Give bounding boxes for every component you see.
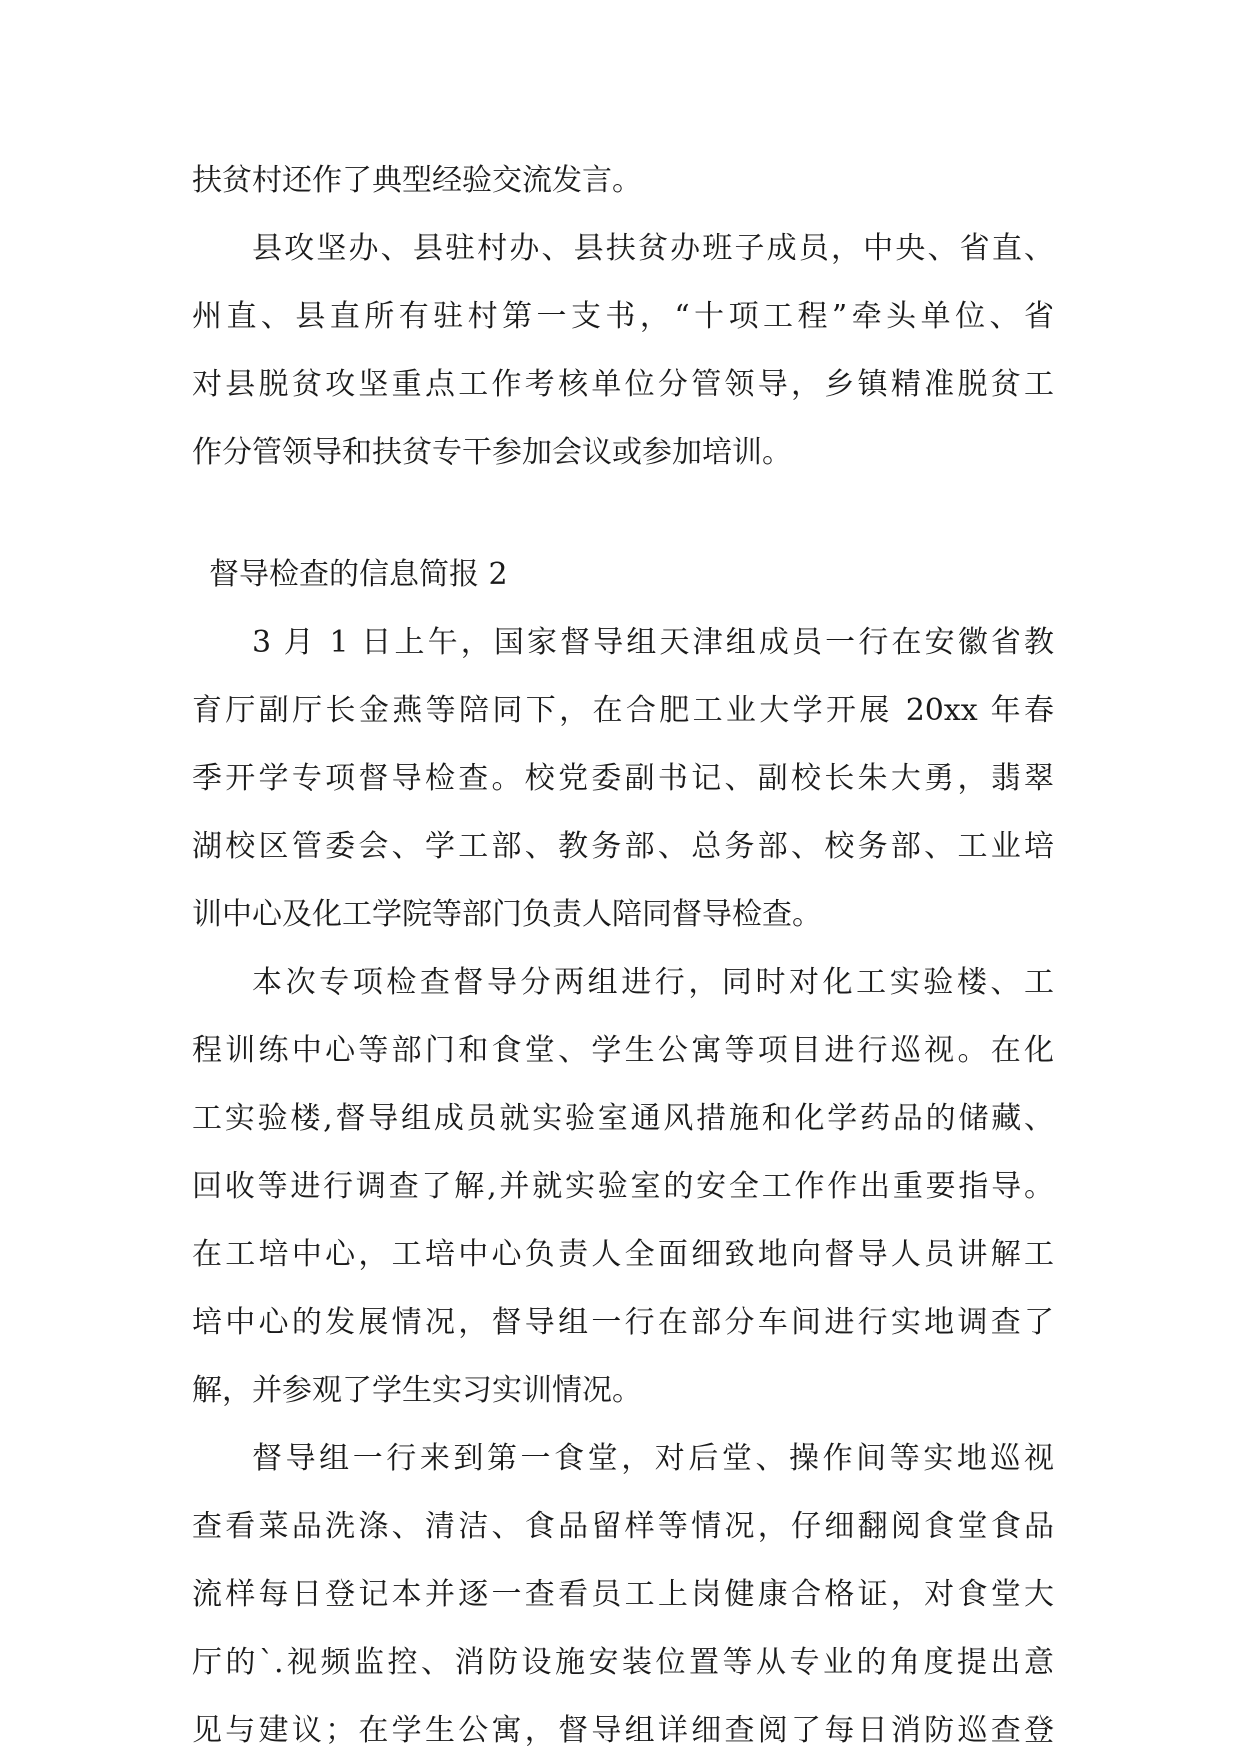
paragraph-line: 训中心及化工学院等部门负责人陪同督导检查。: [192, 897, 822, 932]
paragraph-line: 育厅副厅长金燕等陪同下，在合肥工业大学开展 20xx 年春: [192, 693, 1054, 728]
paragraph-line: 查看菜品洗涤、清洁、食品留样等情况，仔细翻阅食堂食品: [192, 1509, 1054, 1544]
section-heading: 督导检查的信息简报 2: [209, 557, 508, 592]
paragraph-line: 流样每日登记本并逐一查看员工上岗健康合格证，对食堂大: [192, 1577, 1054, 1612]
paragraph-line: 湖校区管委会、学工部、教务部、总务部、校务部、工业培: [192, 829, 1054, 864]
paragraph-line: 州直、县直所有驻村第一支书，“十项工程”牵头单位、省: [192, 299, 1054, 334]
paragraph-line: 回收等进行调查了解,并就实验室的安全工作作出重要指导。: [192, 1169, 1054, 1204]
paragraph-line: 季开学专项督导检查。校党委副书记、副校长朱大勇，翡翠: [192, 761, 1054, 796]
paragraph-line: 督导组一行来到第一食堂，对后堂、操作间等实地巡视: [252, 1441, 1054, 1476]
paragraph-line: 程训练中心等部门和食堂、学生公寓等项目进行巡视。在化: [192, 1033, 1054, 1068]
paragraph-line: 对县脱贫攻坚重点工作考核单位分管领导，乡镇精准脱贫工: [192, 367, 1054, 402]
paragraph-line: 在工培中心，工培中心负责人全面细致地向督导人员讲解工: [192, 1237, 1054, 1272]
paragraph-line: 培中心的发展情况，督导组一行在部分车间进行实地调查了: [192, 1305, 1054, 1340]
paragraph-line: 3 月 1 日上午，国家督导组天津组成员一行在安徽省教: [252, 625, 1054, 660]
paragraph-line: 作分管领导和扶贫专干参加会议或参加培训。: [192, 435, 792, 470]
paragraph-line: 扶贫村还作了典型经验交流发言。: [192, 163, 642, 198]
paragraph-line: 本次专项检查督导分两组进行，同时对化工实验楼、工: [252, 965, 1054, 1000]
paragraph-line: 见与建议；在学生公寓，督导组详细查阅了每日消防巡查登: [192, 1713, 1054, 1748]
paragraph-line: 县攻坚办、县驻村办、县扶贫办班子成员，中央、省直、: [252, 231, 1054, 266]
paragraph-line: 厅的`.视频监控、消防设施安装位置等从专业的角度提出意: [192, 1645, 1054, 1680]
paragraph-line: 解，并参观了学生实习实训情况。: [192, 1373, 642, 1408]
paragraph-line: 工实验楼,督导组成员就实验室通风措施和化学药品的储藏、: [192, 1101, 1054, 1136]
